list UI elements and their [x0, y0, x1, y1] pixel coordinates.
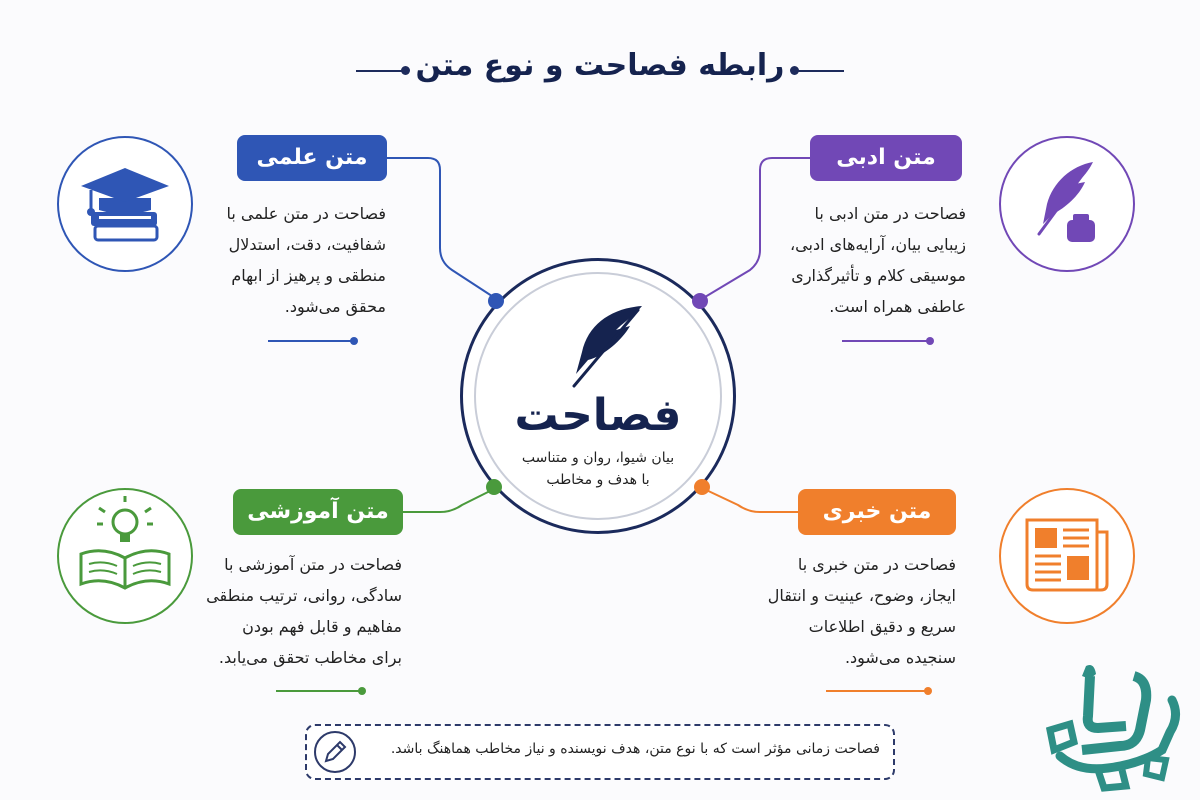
- calligraphy-logo-icon: [1030, 660, 1190, 794]
- quill-inkpot-icon: [1001, 138, 1133, 270]
- news-line: سریع و دقیق اطلاعات: [808, 617, 956, 636]
- lightbulb-book-icon: [59, 490, 191, 622]
- news-line: فصاحت در متن خبری با: [797, 555, 956, 574]
- center-subtitle-line1: بیان شیوا، روان و متناسب: [521, 450, 675, 466]
- scientific-underline-dot: [350, 337, 358, 345]
- connector-scientific: [386, 158, 498, 300]
- center-title: فصاحت: [514, 390, 682, 441]
- news-underline: [826, 690, 926, 692]
- node-educational: [486, 479, 502, 495]
- scientific-icon-circle: [57, 136, 193, 272]
- literary-underline: [842, 340, 928, 342]
- news-description: [750, 549, 956, 673]
- graduation-cap-books-icon: [59, 138, 191, 270]
- educational-line: سادگی، روانی، ترتیب منطقی: [206, 586, 402, 605]
- news-icon-circle: [999, 488, 1135, 624]
- scientific-description: [200, 198, 386, 322]
- educational-label: متن آموزشی: [233, 489, 403, 535]
- literary-line: زیبایی بیان، آرایه‌های ادبی،: [789, 235, 966, 254]
- note-text: فصاحت زمانی مؤثر است که با نوع متن، هدف نویسنده و نیاز مخاطب هماهنگ باشد.: [390, 741, 880, 757]
- scientific-line: محقق می‌شود.: [284, 297, 386, 316]
- literary-line: عاطفی همراه است.: [829, 297, 966, 316]
- educational-icon-circle: [57, 488, 193, 624]
- literary-underline-dot: [926, 337, 934, 345]
- literary-line: فصاحت در متن ادبی با: [814, 204, 966, 223]
- connector-educational: [402, 488, 496, 512]
- scientific-underline: [268, 340, 352, 342]
- literary-line: موسیقی کلام و تأثیرگذاری: [791, 266, 966, 285]
- educational-line: مفاهیم و قابل فهم بودن: [242, 617, 402, 636]
- scientific-line: شفافیت، دقت، استدلال: [228, 235, 386, 254]
- literary-description: [770, 198, 966, 322]
- node-scientific: [488, 293, 504, 309]
- center-subtitle-line2: با هدف و مخاطب: [546, 472, 650, 488]
- newspaper-icon: [1001, 490, 1133, 622]
- educational-description: [186, 549, 402, 673]
- educational-line: برای مخاطب تحقق می‌یابد.: [218, 648, 402, 667]
- page-title: رابطه فصاحت و نوع متن: [415, 48, 785, 83]
- literary-icon-circle: [999, 136, 1135, 272]
- scientific-line: فصاحت در متن علمی با: [226, 204, 386, 223]
- scientific-label: متن علمی: [237, 135, 387, 181]
- scientific-line: منطقی و پرهیز از ابهام: [231, 266, 386, 285]
- educational-line: فصاحت در متن آموزشی با: [224, 555, 402, 574]
- literary-label: متن ادبی: [810, 135, 962, 181]
- node-literary: [692, 293, 708, 309]
- news-line: ایجاز، وضوح، عینیت و انتقال: [767, 586, 956, 605]
- note-icon-circle: [314, 731, 356, 773]
- educational-underline-dot: [358, 687, 366, 695]
- pencil-icon: [316, 733, 354, 771]
- news-line: سنجیده می‌شود.: [844, 648, 956, 667]
- news-underline-dot: [924, 687, 932, 695]
- node-news: [694, 479, 710, 495]
- news-label: متن خبری: [798, 489, 956, 535]
- feather-icon: [560, 300, 650, 390]
- educational-underline: [276, 690, 360, 692]
- connector-news: [702, 488, 798, 512]
